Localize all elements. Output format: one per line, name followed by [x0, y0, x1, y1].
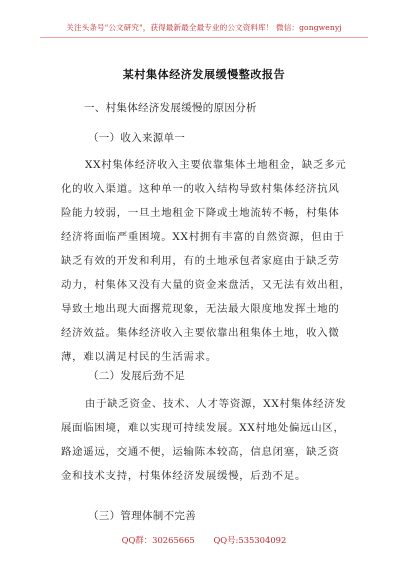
- footer-contact: [0, 534, 408, 546]
- paragraph-line: 薄，难以满足村民的生活需求。: [61, 351, 217, 363]
- paragraph-line: 经济效益。集体经济收入主要依靠出租集体土地，收入微: [61, 327, 340, 339]
- paragraph-line: 险能力较弱，一旦土地租金下降或土地流转不畅，村集体: [61, 207, 340, 219]
- paragraph-line: XX村集体经济收入主要依靠集体土地租金，缺乏多元: [85, 159, 347, 171]
- paragraph-line: 展面临困境，难以实现可持续发展。XX村地处偏远山区，: [61, 422, 345, 434]
- paragraph-2: [61, 392, 351, 488]
- qq-group-label: QQ群：30265665: [121, 535, 195, 545]
- subsection-heading-3: （三）管理体制不完善: [88, 510, 196, 522]
- paragraph-line: 导致土地出现大面撂荒现象，无法最大限度地发挥土地的: [61, 303, 340, 315]
- subsection-heading-2: （二）发展后劲不足: [88, 370, 186, 382]
- paragraph-line: 经济将面临严重困境。XX村拥有丰富的自然资源，但由于: [61, 231, 345, 243]
- header-note: 关注头条号"公文研究"，获得最新最全最专业的公文资料库！ 微信：gongwenyj: [66, 23, 342, 32]
- paragraph-line: 金和技术支持，村集体经济发展缓慢，后劲不足。: [61, 470, 307, 482]
- header-divider: [40, 37, 368, 38]
- subsection-heading-1: （一）收入来源单一: [88, 132, 186, 144]
- paragraph-line: 路途遥远，交通不便，运输陈本较高，信息闭塞，缺乏资: [61, 446, 340, 458]
- paragraph-line: 由于缺乏资金、技术、人才等资源，XX村集体经济发: [85, 398, 347, 410]
- paragraph-1: [61, 153, 351, 369]
- paragraph-line: 缺乏有效的开发和利用，有的土地承包者家庭由于缺乏劳: [61, 255, 340, 267]
- paragraph-line: 化的收入渠道。这种单一的收入结构导致村集体经济抗风: [61, 183, 340, 195]
- document-title: 某村集体经济发展缓慢整改报告: [122, 68, 286, 81]
- qq-number-label: QQ号:535304092: [213, 535, 287, 545]
- section-heading-1: 一、村集体经济发展缓慢的原因分析: [84, 102, 257, 114]
- paragraph-line: 动力，村集体又没有大量的资金来盘活，又无法有效出租，: [61, 279, 351, 291]
